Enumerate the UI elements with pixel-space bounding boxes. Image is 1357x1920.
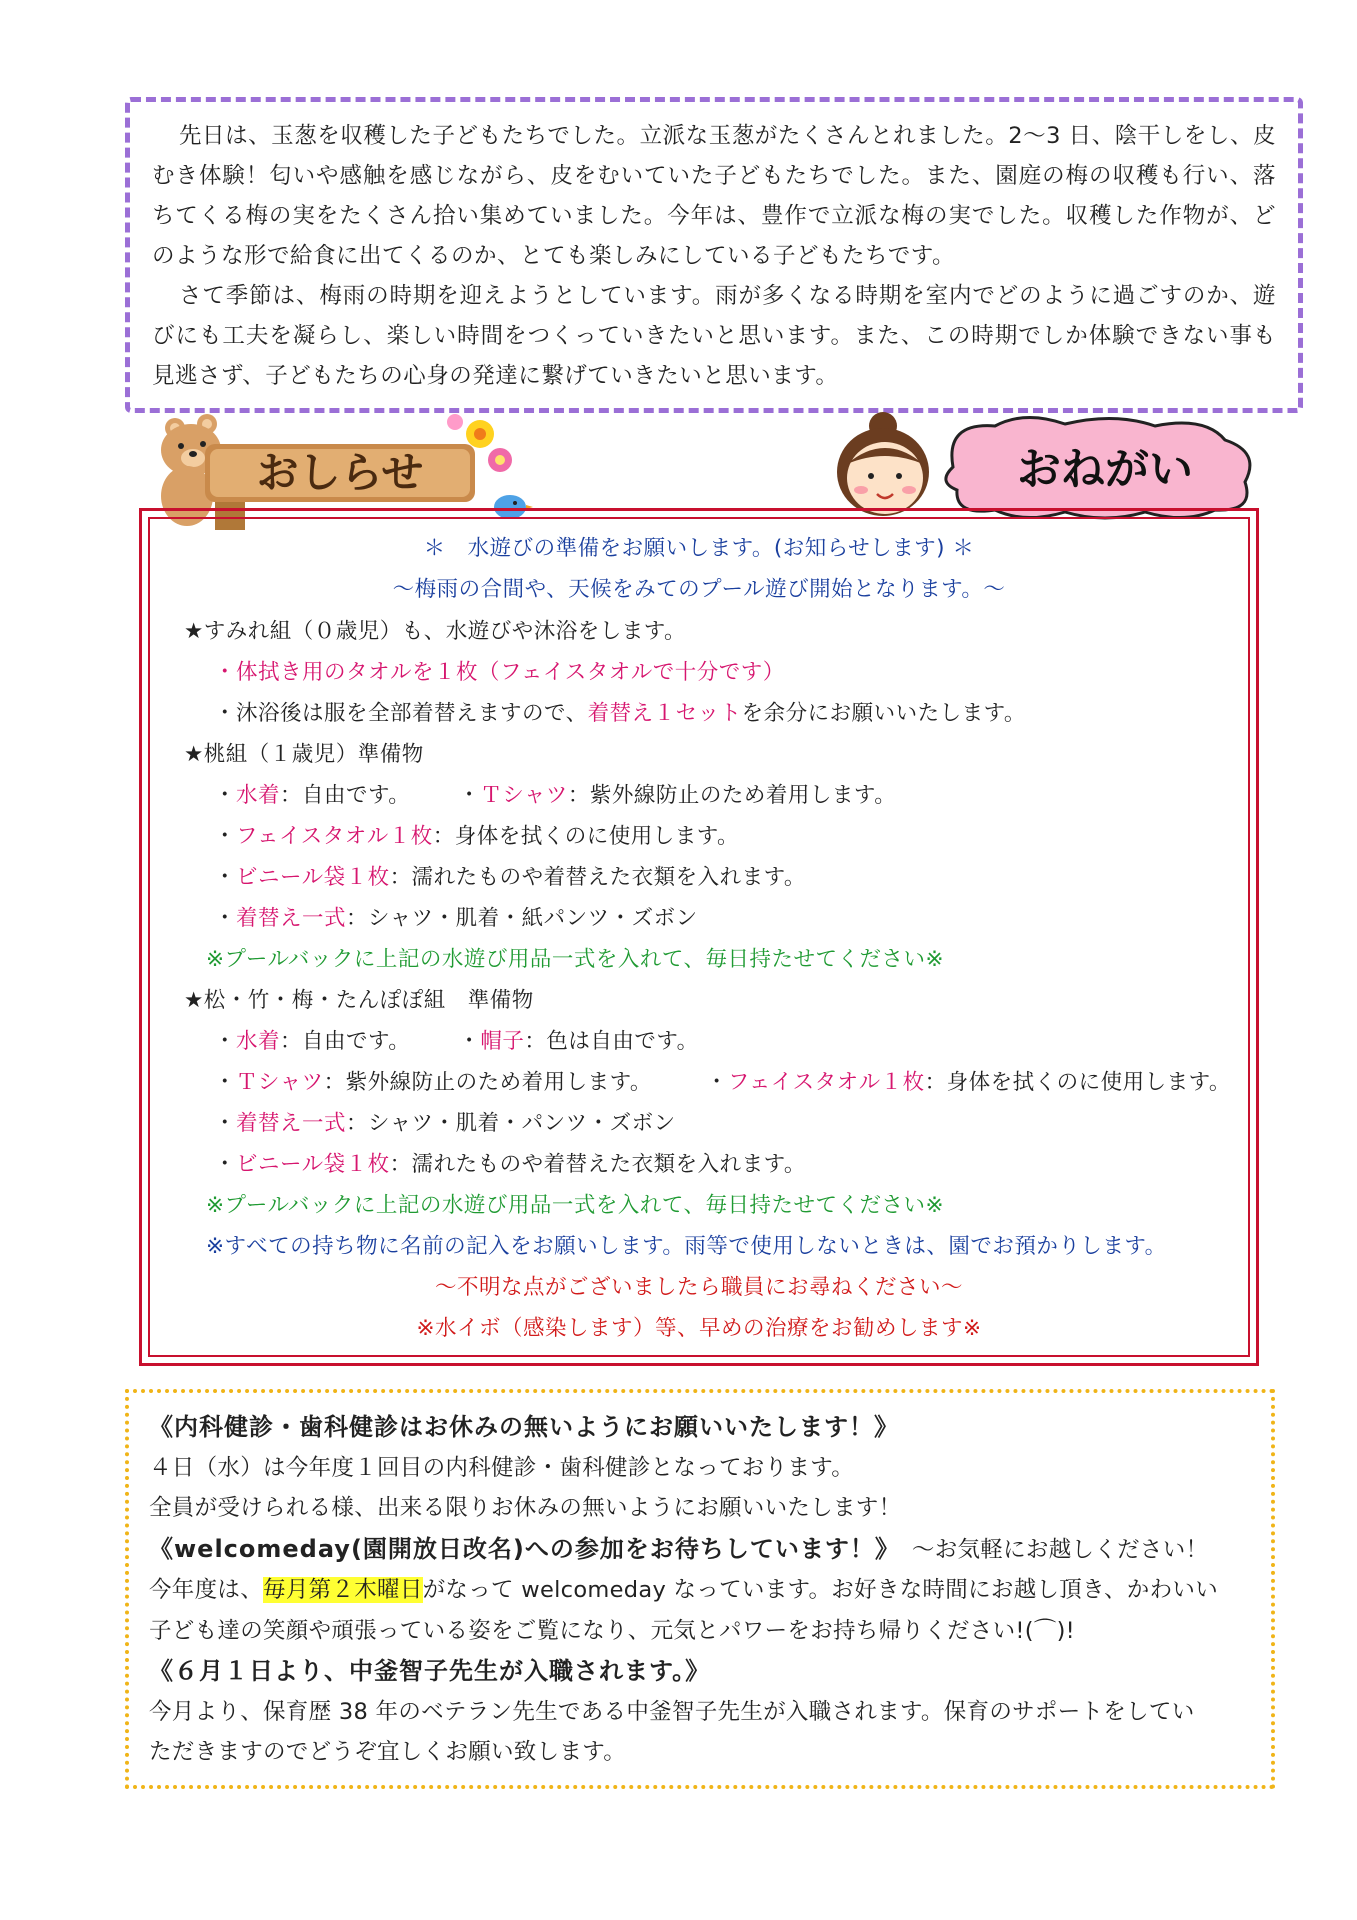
welcomeday-text-1: 今年度は、毎月第２木曜日がなって welcomeday なっています。お好きな時間にお越し頂き、かわいい	[149, 1577, 1219, 1603]
matsu-item-1: ・水着：自由です。 ・帽子：色は自由です。	[214, 1029, 699, 1054]
names-note: ※すべての持ち物に名前の記入をお願いします。雨等で使用しないときは、園でお預かりします。	[206, 1234, 1167, 1259]
girl-face-icon	[837, 412, 929, 516]
sumire-item-2: ・沐浴後は服を全部着替えますので、着替え１セットを余分にお願いいたします。	[214, 701, 1026, 726]
matsu-item-4: ・ビニール袋１枚：濡れたものや着替えた衣類を入れます。	[214, 1152, 806, 1177]
intro-paragraph-2: さて季節は、梅雨の時期を迎えようとしています。雨が多くなる時期を室内でどのように過ごすのか、遊びにも工夫を凝らし、楽しい時間をつくっていきたいと思います。また、この時期でしか体験できない事も見逃さず、子どもたちの心身の発達に繋げていきたいと思います。	[152, 283, 1276, 389]
new-teacher-heading: 《６月１日より、中釜智子先生が入職されます。》	[149, 1657, 711, 1685]
notice-heading-1: ＊ 水遊びの準備をお願いします。(お知らせします) ＊	[423, 536, 975, 561]
momo-note: ※プールバックに上記の水遊び用品一式を入れて、毎日持たせてください※	[206, 947, 945, 972]
matsu-note: ※プールバックに上記の水遊び用品一式を入れて、毎日持たせてください※	[206, 1193, 945, 1218]
highlight-date: 毎月第２木曜日	[263, 1577, 423, 1603]
wart-note: ※水イボ（感染します）等、早めの治療をお勧めします※	[416, 1316, 982, 1341]
sumire-title: ★すみれ組（０歳児）も、水遊びや沐浴をします。	[184, 619, 687, 644]
ask-staff-note: 〜不明な点がございましたら職員にお尋ねください〜	[434, 1275, 963, 1300]
welcomeday-text-2: 子ども達の笑顔や頑張っている姿をご覧になり、元気とパワーをお持ち帰りください!(⌒)!	[149, 1617, 1075, 1644]
checkup-text-1: ４日（水）は今年度１回目の内科健診・歯科健診となっております。	[149, 1454, 855, 1481]
matsu-title: ★松・竹・梅・たんぽぽ組 準備物	[184, 988, 534, 1013]
momo-title: ★桃組（１歳児）準備物	[184, 742, 424, 767]
momo-item-2: ・フェイスタオル１枚：身体を拭くのに使用します。	[214, 824, 740, 849]
welcomeday-heading-tail: 〜お気軽にお越しください！	[911, 1536, 1209, 1563]
matsu-item-3: ・着替え一式：シャツ・肌着・パンツ・ズボン	[214, 1111, 676, 1136]
intro-box	[125, 97, 1303, 413]
welcomeday-heading-row	[149, 1529, 1271, 1571]
intro-paragraph-1: 先日は、玉葱を収穫した子どもたちでした。立派な玉葱がたくさんとれました。2〜3 日、陰干しをし、皮むき体験！匂いや感触を感じながら、皮をむいていた子どもたちでした。また、園庭の梅の収穫も行い、落ちてくる梅の実をたくさん拾い集めていました。今年は、豊作で立派な梅の実でした。収穫した作物が、どのような形で給食に出てくるのか、とても楽しみにしている子どもたちです。	[152, 123, 1276, 269]
checkup-heading: 《内科健診・歯科健診はお休みの無いようにお願いいたします！》	[149, 1413, 899, 1441]
onegai-label: おねがい	[1017, 444, 1193, 495]
welcomeday-heading: 《welcomeday(園開放日改名)への参加をお待ちしています！》	[149, 1534, 900, 1563]
momo-item-4: ・着替え一式：シャツ・肌着・紙パンツ・ズボン	[214, 906, 698, 931]
info-box	[125, 1389, 1275, 1789]
new-teacher-text-1: 今月より、保育歴 38 年のベテラン先生である中釜智子先生が入職されます。保育のサポートをしてい	[149, 1698, 1195, 1725]
sumire-item-1: ・体拭き用のタオルを１枚（フェイスタオルで十分です）	[214, 660, 785, 685]
momo-item-3: ・ビニール袋１枚：濡れたものや着替えた衣類を入れます。	[214, 865, 806, 890]
checkup-text-2: 全員が受けられる様、出来る限りお休みの無いようにお願いいたします！	[149, 1495, 902, 1521]
momo-item-1: ・水着：自由です。 ・Ｔシャツ：紫外線防止のため着用します。	[214, 783, 897, 808]
new-teacher-text-2: ただきますのでどうぞ宜しくお願い致します。	[149, 1739, 627, 1765]
notice-box	[139, 508, 1259, 1366]
oshirase-label: おしらせ	[256, 448, 424, 497]
matsu-item-2: ・Ｔシャツ：紫外線防止のため着用します。 ・フェイスタオル１枚：身体を拭くのに使用します。	[214, 1070, 1231, 1095]
onegai-sign	[825, 412, 1265, 522]
notice-heading-2: 〜梅雨の合間や、天候をみてのプール遊び開始となります。〜	[392, 577, 1006, 602]
